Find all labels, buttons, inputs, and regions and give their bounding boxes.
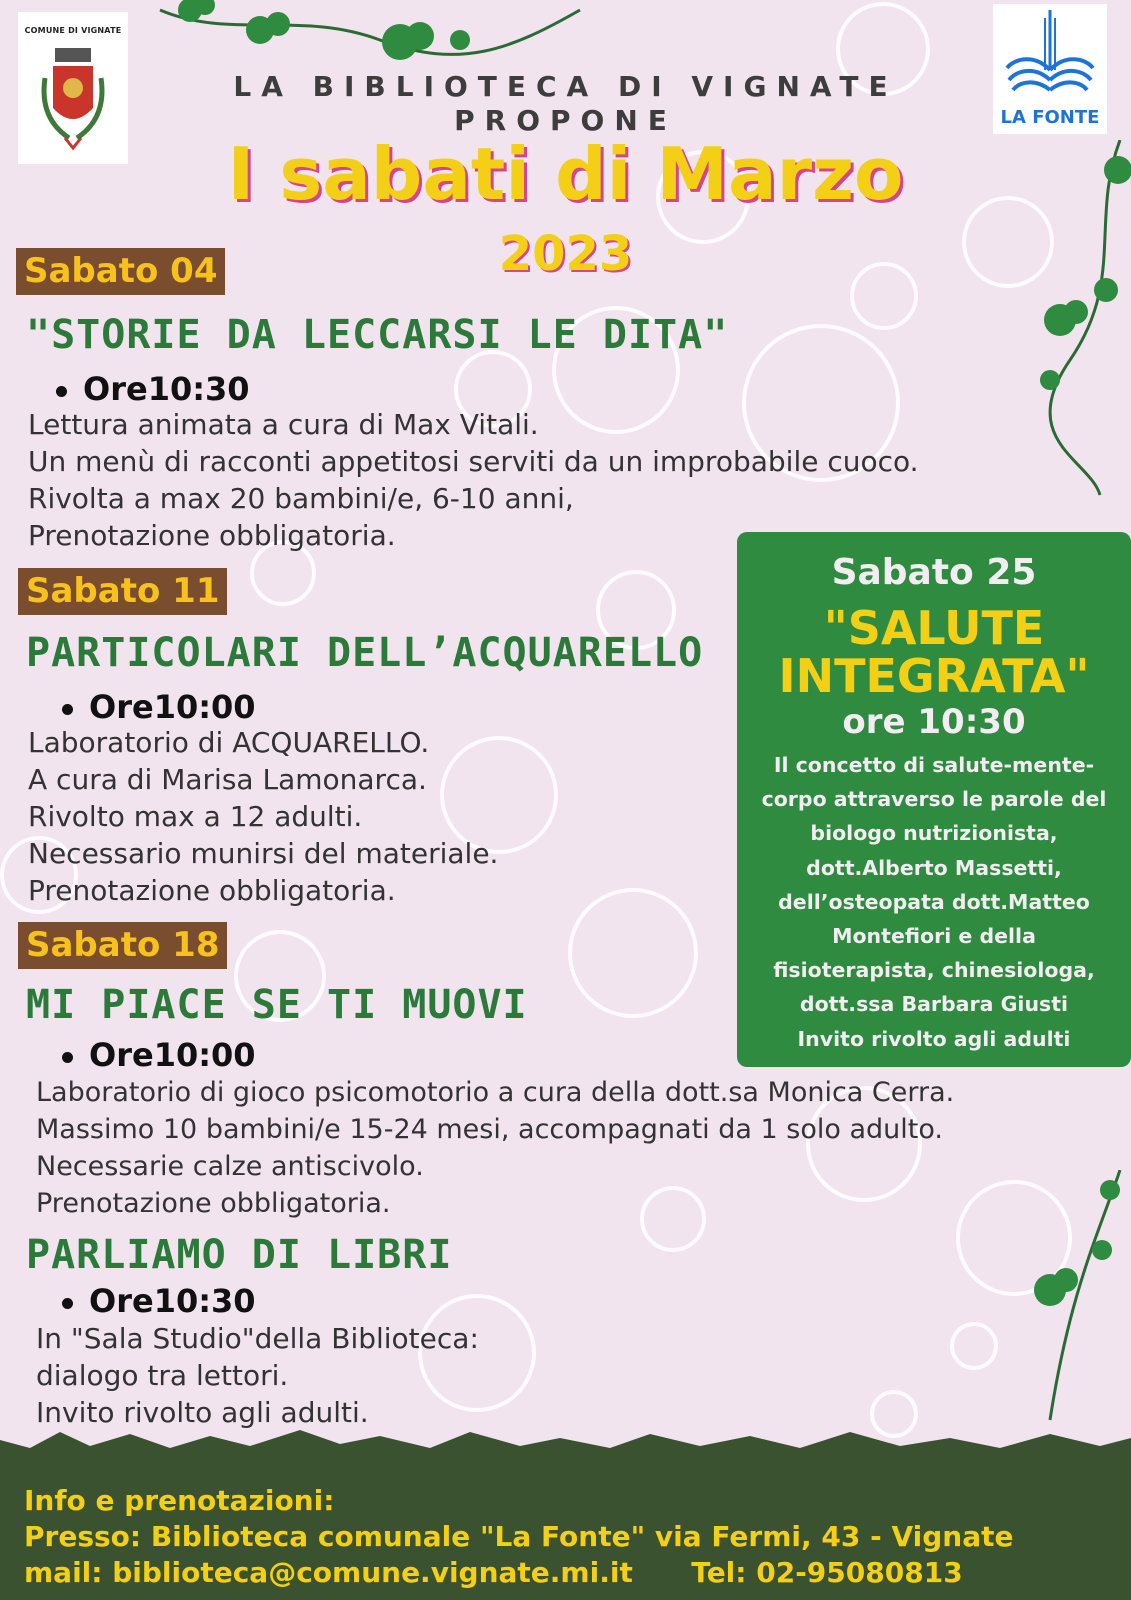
header-library: LA BIBLIOTECA DI VIGNATE	[233, 70, 898, 103]
la-fonte-logo-label: LA FONTE	[1000, 107, 1100, 128]
event-time	[62, 1282, 256, 1320]
grass-edge	[0, 1418, 1131, 1458]
feature-description-line: corpo attraverso le parole del	[761, 787, 1107, 812]
bullet-icon	[62, 1298, 73, 1309]
comune-logo-label: COMUNE DI VIGNATE	[24, 26, 122, 35]
feature-description-line: Il concetto di salute-mente-	[773, 753, 1095, 777]
contact-mail-phone: mail: biblioteca@comune.vignate.mi.it Tel: 02-95080813	[24, 1556, 963, 1589]
feature-event-title	[737, 601, 1131, 703]
contact-info	[24, 1483, 1013, 1591]
event-title: PARTICOLARI DELL’ACQUARELLO	[26, 630, 704, 676]
event-time	[62, 688, 256, 726]
feature-description-line: Montefiori e della	[832, 924, 1036, 949]
feature-title-line: INTEGRATA"	[778, 649, 1090, 703]
event-description-line: Laboratorio di ACQUARELLO.	[28, 726, 430, 759]
event-time-label: Ore10:00	[89, 688, 256, 726]
event-description-line: Prenotazione obbligatoria.	[28, 874, 396, 907]
event-description-line: In "Sala Studio"della Biblioteca:	[36, 1322, 479, 1355]
event-description-line: Massimo 10 bambini/e 15-24 mesi, accompagnati da 1 solo adulto.	[36, 1114, 943, 1145]
event-time-label: Ore10:30	[89, 1282, 256, 1320]
bullet-icon	[56, 386, 67, 397]
event-description-line: Invito rivolto agli adulti.	[36, 1396, 369, 1429]
feature-description-line: fisioterapista, chinesiologa,	[773, 958, 1095, 983]
event-description-line: Necessario munirsi del materiale.	[28, 837, 499, 870]
header-proposes: PROPONE	[454, 104, 677, 137]
feature-description-line: dott.Alberto Massetti,	[806, 855, 1062, 880]
feature-description-line: Invito rivolto agli adulti	[797, 1026, 1071, 1051]
clover-vine-bottom-right	[1010, 1170, 1131, 1430]
feature-description-line: biologo nutrizionista,	[810, 821, 1058, 846]
bullet-icon	[62, 704, 73, 715]
event-description-line: Rivolto max a 12 adulti.	[28, 800, 363, 833]
event-description	[36, 1320, 479, 1431]
event-date-badge: Sabato 04	[16, 248, 225, 295]
event-description-line: dialogo tra lettori.	[36, 1359, 289, 1392]
decorative-bubble	[950, 1322, 998, 1370]
feature-event-description	[737, 748, 1131, 1056]
event-description	[36, 1074, 954, 1222]
event-title: "STORIE DA LECCARSI LE DITA"	[26, 312, 729, 358]
event-description	[28, 724, 498, 909]
clover-vine-top	[150, 0, 590, 80]
feature-title-line: "SALUTE	[823, 601, 1045, 655]
event-description-line: Prenotazione obbligatoria.	[36, 1188, 391, 1219]
event-description-line: Un menù di racconti appetitosi serviti da un improbabile cuoco.	[28, 445, 919, 478]
event-description-line: Prenotazione obbligatoria.	[28, 519, 396, 552]
contact-address: Presso: Biblioteca comunale "La Fonte" via Fermi, 43 - Vignate	[24, 1520, 1014, 1553]
event-description-line: Laboratorio di gioco psicomotorio a cura della dott.sa Monica Cerra.	[36, 1077, 955, 1108]
feature-description-line: dell’osteopata dott.Matteo	[778, 889, 1090, 914]
decorative-bubble	[568, 888, 698, 1018]
event-date-badge: Sabato 18	[18, 922, 227, 969]
event-description-line: A cura di Marisa Lamonarca.	[28, 763, 427, 796]
event-title: PARLIAMO DI LIBRI	[26, 1232, 453, 1278]
event-description-line: Rivolta a max 20 bambini/e, 6-10 anni,	[28, 482, 574, 515]
page-year: 2023	[498, 226, 633, 282]
contact-heading: Info e prenotazioni:	[24, 1484, 335, 1517]
event-time	[62, 1036, 256, 1074]
event-time-label: Ore10:00	[89, 1036, 256, 1074]
event-date-badge: Sabato 11	[18, 568, 227, 615]
feature-event-date: Sabato 25	[831, 552, 1037, 593]
event-time	[56, 370, 250, 408]
event-description-line: Necessarie calze antiscivolo.	[36, 1151, 424, 1182]
feature-event-time: ore 10:30	[842, 702, 1026, 742]
page-title: I sabati di Marzo	[227, 132, 904, 216]
event-time-label: Ore10:30	[83, 370, 250, 408]
feature-description-line: dott.ssa Barbara Giusti	[799, 992, 1069, 1017]
event-description-line: Lettura animata a cura di Max Vitali.	[28, 408, 539, 441]
bullet-icon	[62, 1052, 73, 1063]
event-title: MI PIACE SE TI MUOVI	[26, 982, 528, 1028]
